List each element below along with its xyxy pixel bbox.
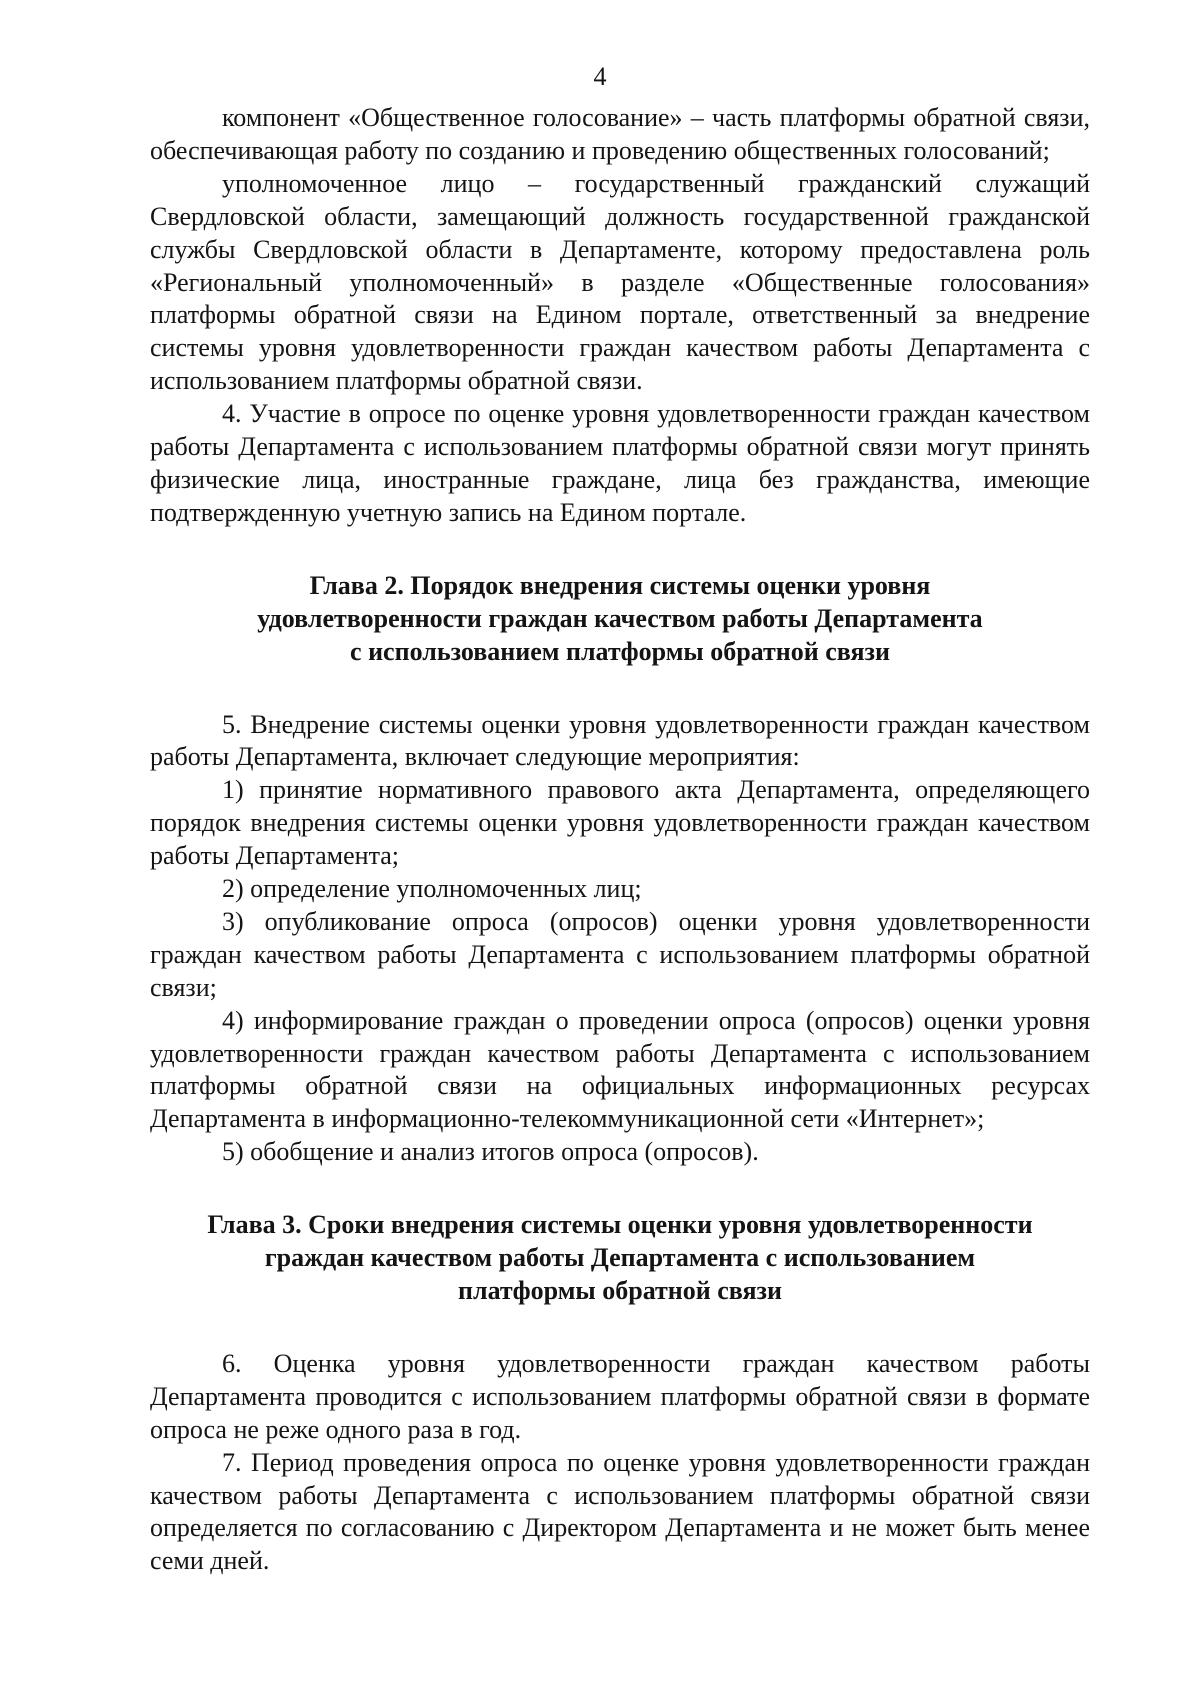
chapter-3-title-line: Глава 3. Сроки внедрения системы оценки уровня удовлетворенности: [207, 1210, 1033, 1240]
paragraph-authorized-person-definition: уполномоченное лицо – государственный гражданский служащий Свердловской области, замещающий должность государственной гражданской службы Свердловской области в Департаменте, которому предоставлена роль «Региональный уполномоченный» в разделе «Общественные голосования» платформы обратной связи на Едином портале, ответственный за внедрение системы уровня удовлетворенности граждан качеством работы Департамента с использованием платформы обратной связи.: [150, 168, 1090, 396]
document-body: [150, 102, 1090, 1578]
chapter-3-title-line: платформы обратной связи: [458, 1276, 782, 1305]
page-number: 4: [593, 62, 607, 91]
paragraph-7-survey-period: 7. Период проведения опроса по оценке уровня удовлетворенности граждан качеством работы Департамента с использованием платформы обратной связи определяется по согласованию с Директором Департамента и не может быть менее семи дней.: [150, 1447, 1090, 1576]
list-item-2-authorized-persons: 2) определение уполномоченных лиц;: [222, 874, 642, 904]
list-item-1-normative-act: 1) принятие нормативного правового акта Департамента, определяющего порядок внедрения системы оценки уровня удовлетворенности граждан качеством работы Департамента;: [150, 775, 1090, 871]
paragraph-4-survey-participants: 4. Участие в опросе по оценке уровня удовлетворенности граждан качеством работы Департамента с использованием платформы обратной связи могут принять физические лица, иностранные граждане, лица без гражданства, имеющие подтвержденную учетную запись на Едином портале.: [150, 399, 1090, 527]
list-item-5-results-analysis: 5) обобщение и анализ итогов опроса (опросов).: [222, 1137, 759, 1167]
chapter-2-title-line: с использованием платформы обратной связи: [350, 636, 890, 666]
chapter-3-title: [150, 1209, 1090, 1308]
paragraph-public-voting-component: компонент «Общественное голосование» – часть платформы обратной связи, обеспечивающая работу по созданию и проведению общественных голосований;: [150, 103, 1090, 165]
list-item-3-survey-publication: 3) опубликование опроса (опросов) оценки уровня удовлетворенности граждан качеством работы Департамента с использованием платформы обратной связи;: [150, 906, 1090, 1002]
list-item-4-citizen-informing: 4) информирование граждан о проведении опроса (опросов) оценки уровня удовлетворенности граждан качеством работы Департамента с использованием платформы обратной связи на официальных информационных ресурсах Департамента в информационно-телекоммуникационной сети «Интернет»;: [150, 1005, 1090, 1134]
chapter-2-title-line: Глава 2. Порядок внедрения системы оценки уровня: [309, 570, 931, 600]
chapter-3-title-line: граждан качеством работы Департамента с использованием: [264, 1243, 976, 1273]
paragraph-5-implementation-measures: 5. Внедрение системы оценки уровня удовлетворенности граждан качеством работы Департамента, включает следующие мероприятия:: [150, 709, 1090, 772]
chapter-2-title: [150, 570, 1090, 669]
paragraph-6-assessment-frequency: 6. Оценка уровня удовлетворенности граждан качеством работы Департамента проводится с использованием платформы обратной связи в формате опроса не реже одного раза в год.: [150, 1348, 1090, 1444]
chapter-2-title-line: удовлетворенности граждан качеством работы Департамента: [257, 603, 983, 633]
